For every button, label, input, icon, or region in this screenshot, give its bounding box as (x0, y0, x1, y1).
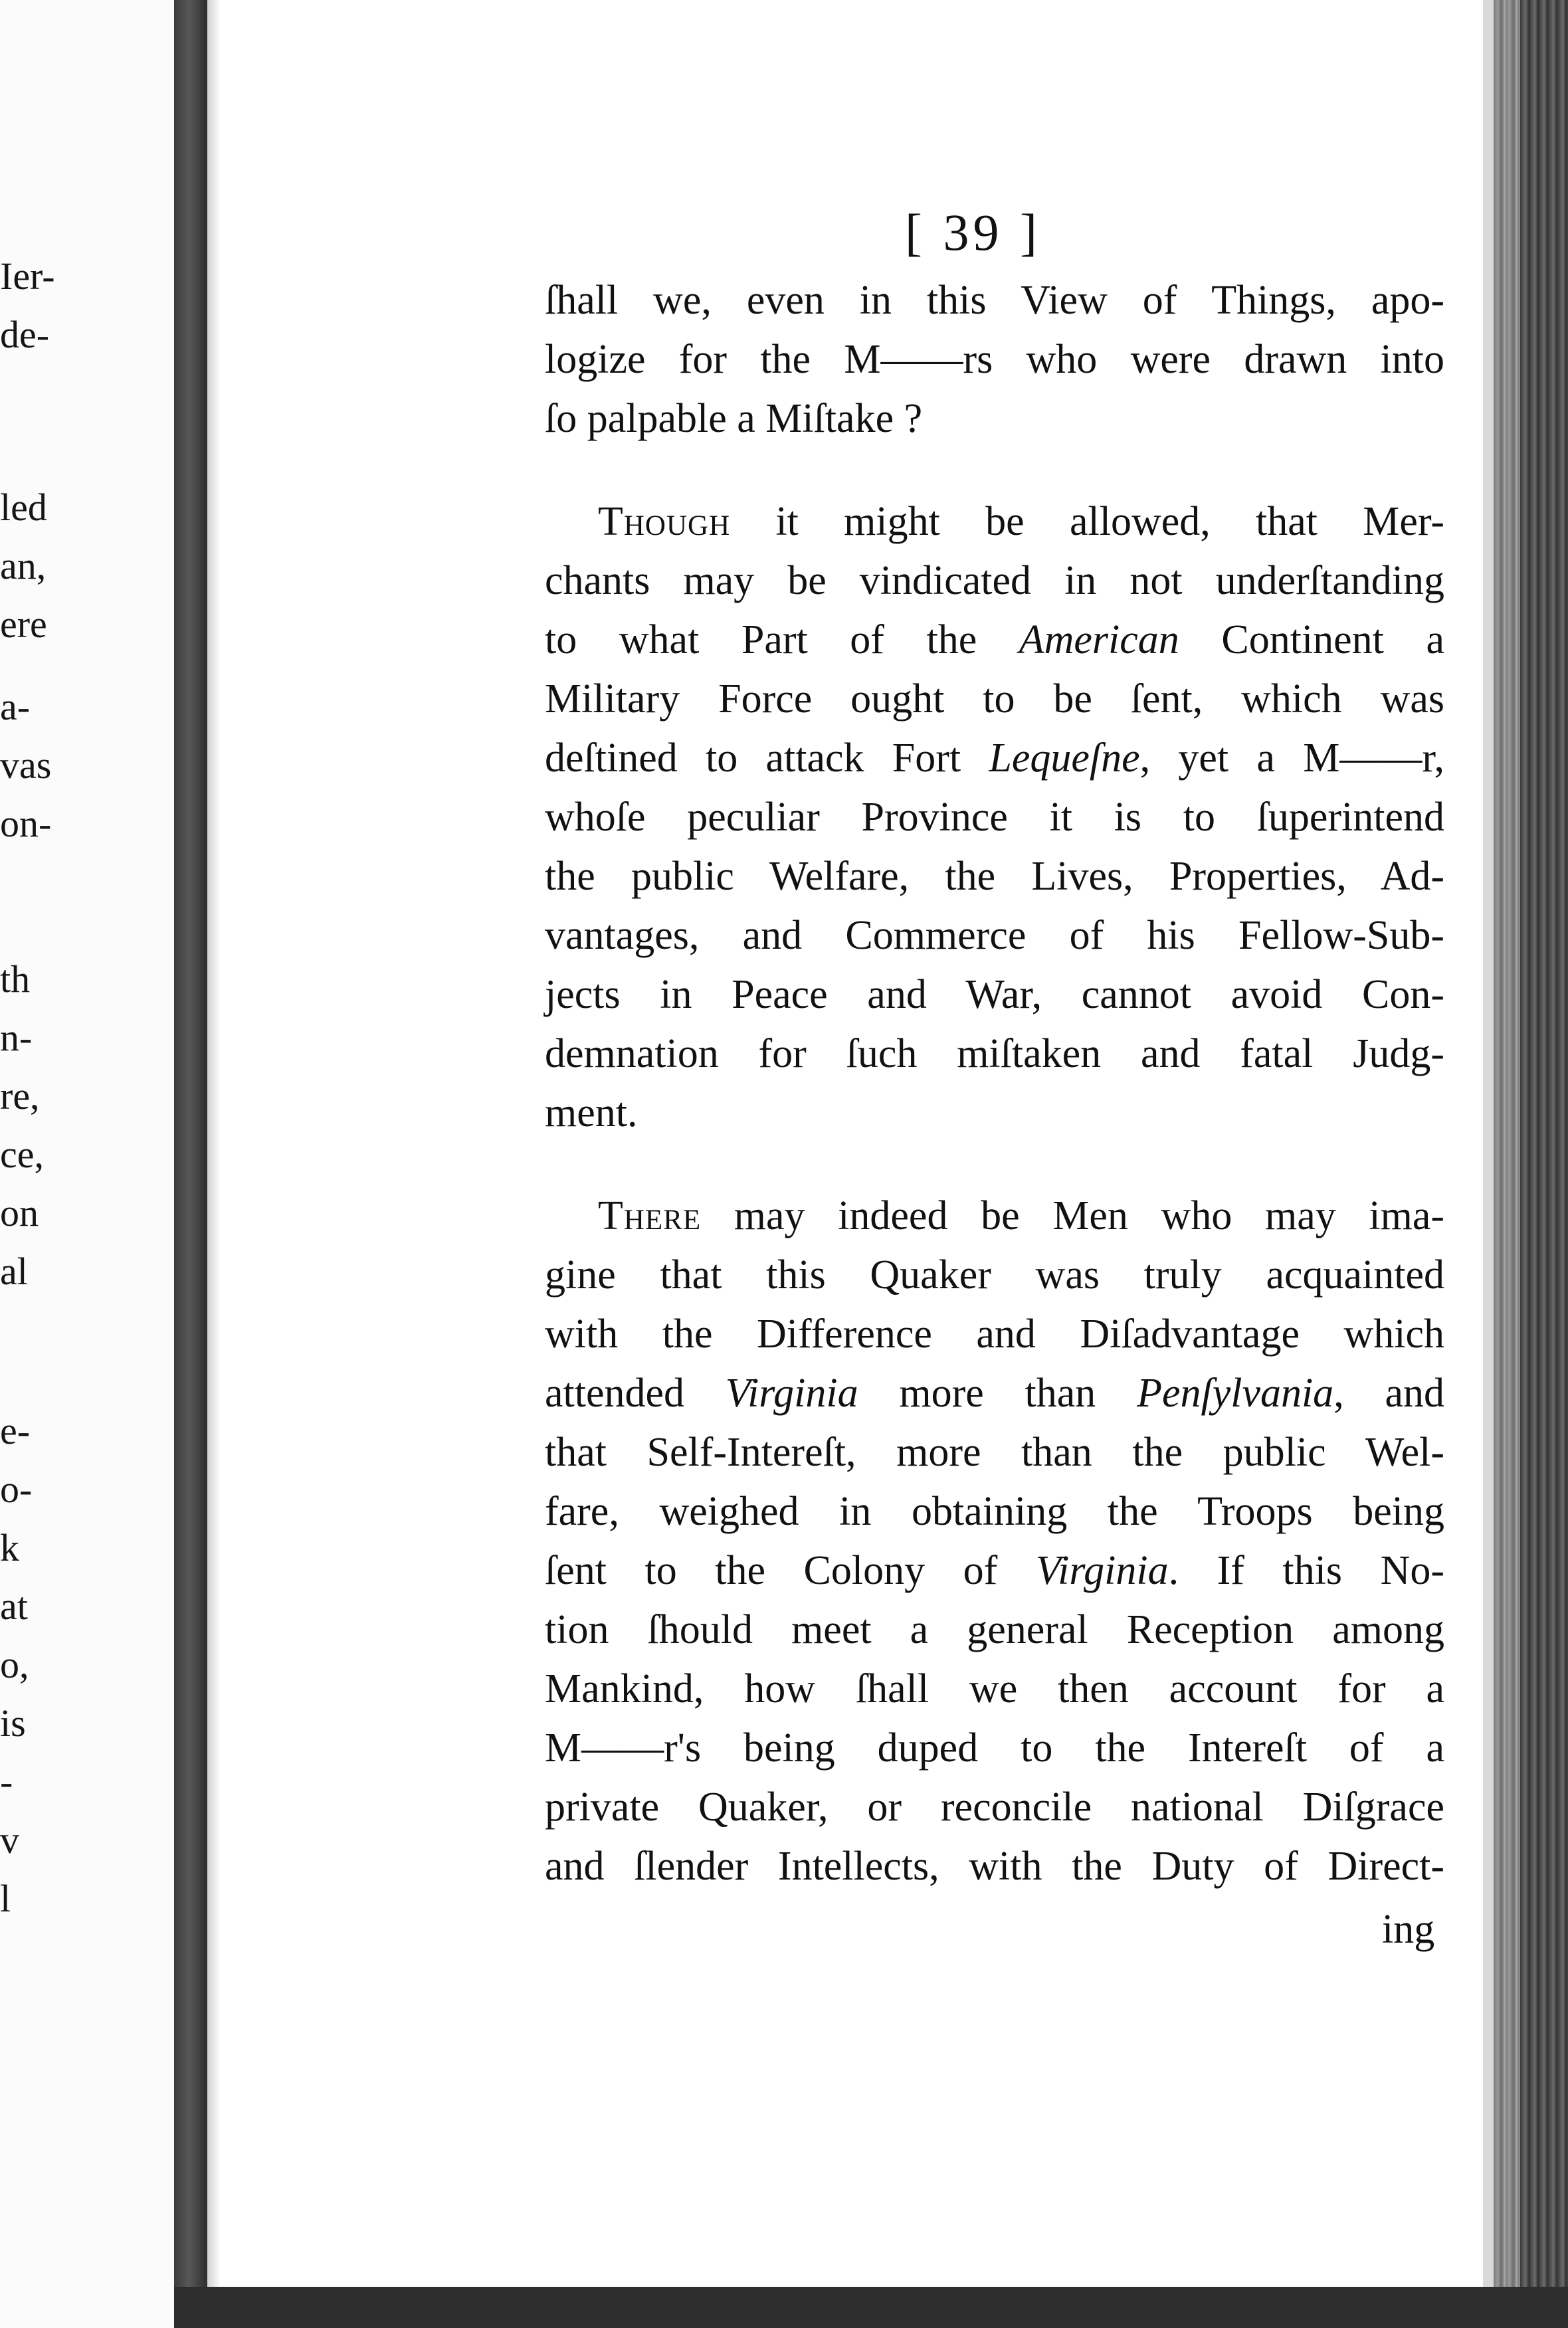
text-line: jects in Peace and War, cannot avoid Con- (545, 972, 1444, 1017)
text-line (545, 1187, 1444, 1246)
book-gutter (174, 0, 207, 2328)
text-line: gine that this Quaker was truly acquainted (545, 1252, 1444, 1298)
italic-word: Virginia (725, 1371, 858, 1416)
facing-page-fragment (0, 0, 174, 2328)
text-line: ſo palpable a Miſtake ? (545, 396, 923, 441)
text-line: to what Part of the American Continent a (545, 617, 1444, 662)
facing-page-text: vas (0, 743, 52, 787)
facing-page-text: on- (0, 802, 52, 845)
text-line: demnation for ſuch miſtaken and fatal Judg- (545, 1031, 1444, 1076)
facing-page-text: on (0, 1191, 39, 1234)
text-line: Military Force ought to be ſent, which was (545, 676, 1444, 722)
facing-page-text: al (0, 1250, 28, 1293)
page-edge (1483, 0, 1494, 2328)
facing-page-text: o, (0, 1643, 29, 1686)
italic-word: American (1019, 617, 1179, 662)
facing-page-text: v (0, 1818, 19, 1862)
text-line: logize for the M——rs who were drawn into (545, 337, 1444, 382)
book-page (221, 0, 1483, 2287)
facing-page-text: re, (0, 1074, 40, 1117)
text-segment: it might be allowed, that Mer- (730, 499, 1444, 544)
text-line: Mankind, how ſhall we then account for a (545, 1666, 1444, 1711)
text-line: private Quaker, or reconcile national Diſgrace (545, 1785, 1444, 1830)
facing-page-text: e- (0, 1409, 31, 1452)
facing-page-text: k (0, 1526, 19, 1569)
facing-page-text: n- (0, 1016, 33, 1059)
facing-page-text: o- (0, 1468, 33, 1511)
facing-page-text: is (0, 1701, 26, 1745)
text-line: and ſlender Intellects, with the Duty of Direct- (545, 1844, 1444, 1889)
facing-page-text: Ier- (0, 254, 55, 298)
text-line: tion ſhould meet a general Reception among (545, 1607, 1444, 1652)
text-line (545, 492, 1444, 551)
book-edge-shadow (1520, 0, 1568, 2328)
facing-page-text: ere (0, 603, 47, 646)
bottom-edge (174, 2287, 1568, 2328)
text-line: vantages, and Commerce of his Fellow-Sub- (545, 913, 1444, 958)
catchword: ing (1382, 1907, 1435, 1952)
paragraph-lead-word: There (598, 1193, 702, 1238)
text-segment: may indeed be Men who may ima- (701, 1193, 1444, 1238)
text-line: deſtined to attack Fort Lequeſne, yet a M——r, (545, 735, 1444, 781)
italic-word: Virginia (1035, 1548, 1169, 1593)
facing-page-text: at (0, 1585, 28, 1628)
italic-word: Penſylvania (1137, 1371, 1334, 1416)
gutter-shadow (207, 0, 221, 2328)
page-text (545, 271, 1444, 1896)
text-line: M——r's being duped to the Intereſt of a (545, 1725, 1444, 1771)
facing-page-text: - (0, 1760, 13, 1803)
facing-page-text: th (0, 957, 31, 1001)
text-line: the public Welfare, the Lives, Properties, Ad- (545, 854, 1444, 899)
text-line: fare, weighed in obtaining the Troops being (545, 1489, 1444, 1534)
facing-page-text: ce, (0, 1133, 44, 1176)
text-line: chants may be vindicated in not underſtanding (545, 558, 1444, 603)
text-line: with the Difference and Diſadvantage which (545, 1311, 1444, 1357)
italic-word: Lequeſne (989, 735, 1140, 781)
text-line: attended Virginia more than Penſylvania, and (545, 1371, 1444, 1416)
text-line: ment. (545, 1090, 638, 1135)
facing-page-text: a- (0, 685, 31, 728)
paragraph-lead-word: Though (598, 499, 731, 544)
text-line: ſhall we, even in this View of Things, apo- (545, 278, 1444, 323)
text-line: ſent to the Colony of Virginia. If this No- (545, 1548, 1444, 1593)
facing-page-text: an, (0, 544, 47, 587)
facing-page-text: de- (0, 313, 50, 356)
text-line: whoſe peculiar Province it is to ſuperintend (545, 795, 1444, 840)
page-number: [ 39 ] (905, 203, 1041, 261)
text-line: that Self-Intereſt, more than the public Wel- (545, 1430, 1444, 1475)
facing-page-text: l (0, 1877, 11, 1920)
facing-page-text: led (0, 486, 47, 529)
